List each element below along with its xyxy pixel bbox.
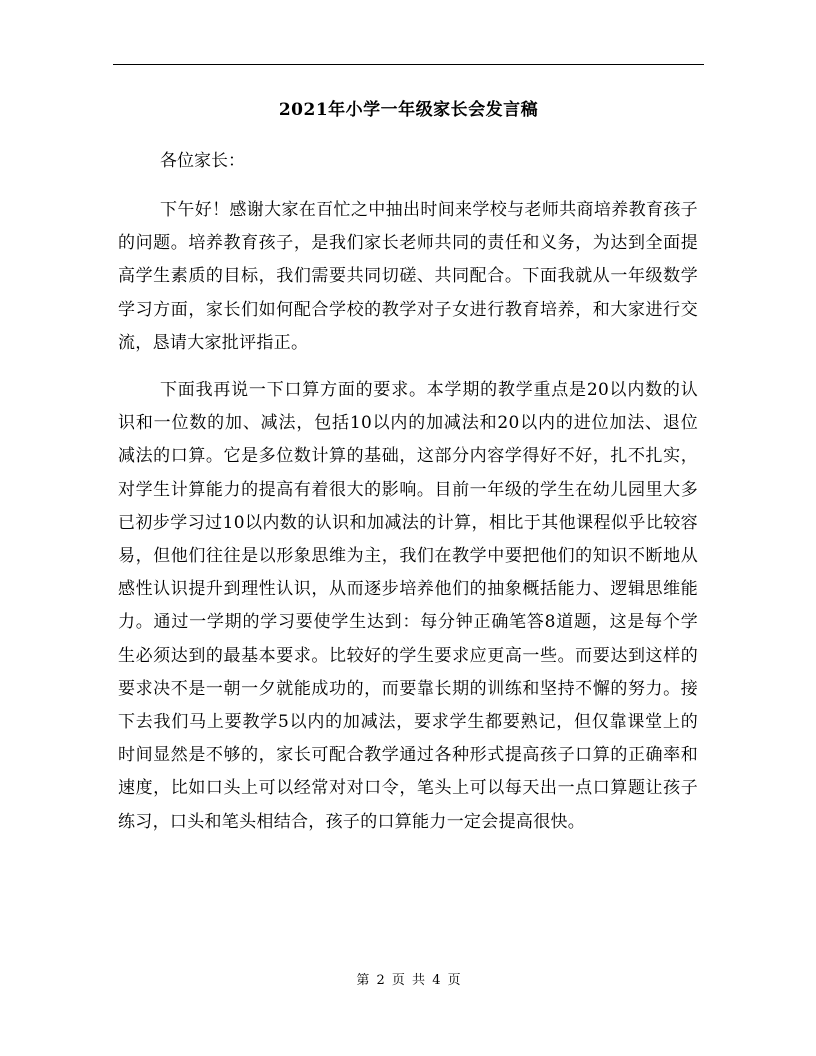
salutation: 各位家长： xyxy=(160,151,245,171)
paragraph-greeting: 下午好！感谢大家在百忙之中抽出时间来学校与老师共商培养教育孩子的问题。培养教育孩子，是我们家长老师共同的责任和义务，为达到全面提高学生素质的目标，我们需要共同切磋、共同配合。下面我就从一年级数学学习方面，家长们如何配合学校的教学对子女进行教育培养，和大家进行交流，恳请大家批评指正。 xyxy=(118,200,698,353)
paragraph-oral-arithmetic: 下面我再说一下口算方面的要求。本学期的教学重点是20以内数的认识和一位数的加、减法，包括10以内的加减法和20以内的进位加法、退位减法的口算。它是多位数计算的基础，这部分内容学得好不好，扎不扎实，对学生计算能力的提高有着很大的影响。目前一年级的学生在幼儿园里大多已初步学习过10以内数的认识和加减法的计算，相比于其他课程似乎比较容易，但他们往往是以形象思维为主，我们在教学中要把他们的知识不断地从感性认识提升到理性认识，从而逐步培养他们的抽象概括能力、逻辑思维能力。通过一学期的学习要使学生达到：每分钟正确笔答8道题，这是每个学生必须达到的最基本要求。比较好的学生要求应更高一些。而要达到这样的要求决不是一朝一夕就能成功的，而要靠长期的训练和坚持不懈的努力。接下去我们马上要教学5以内的加减法，要求学生都要熟记，但仅靠课堂上的时间显然是不够的，家长可配合教学通过各种形式提高孩子口算的正确率和速度，比如口头上可以经常对对口令，笔头上可以每天出一点口算题让孩子练习，口头和笔头相结合，孩子的口算能力一定会提高很快。 xyxy=(118,380,698,832)
header-rule xyxy=(113,64,704,65)
page-number-footer: 第 2 页 共 4 页 xyxy=(356,973,461,988)
document-body xyxy=(118,145,698,839)
document-title: 2021年小学一年级家长会发言稿 xyxy=(278,100,539,120)
